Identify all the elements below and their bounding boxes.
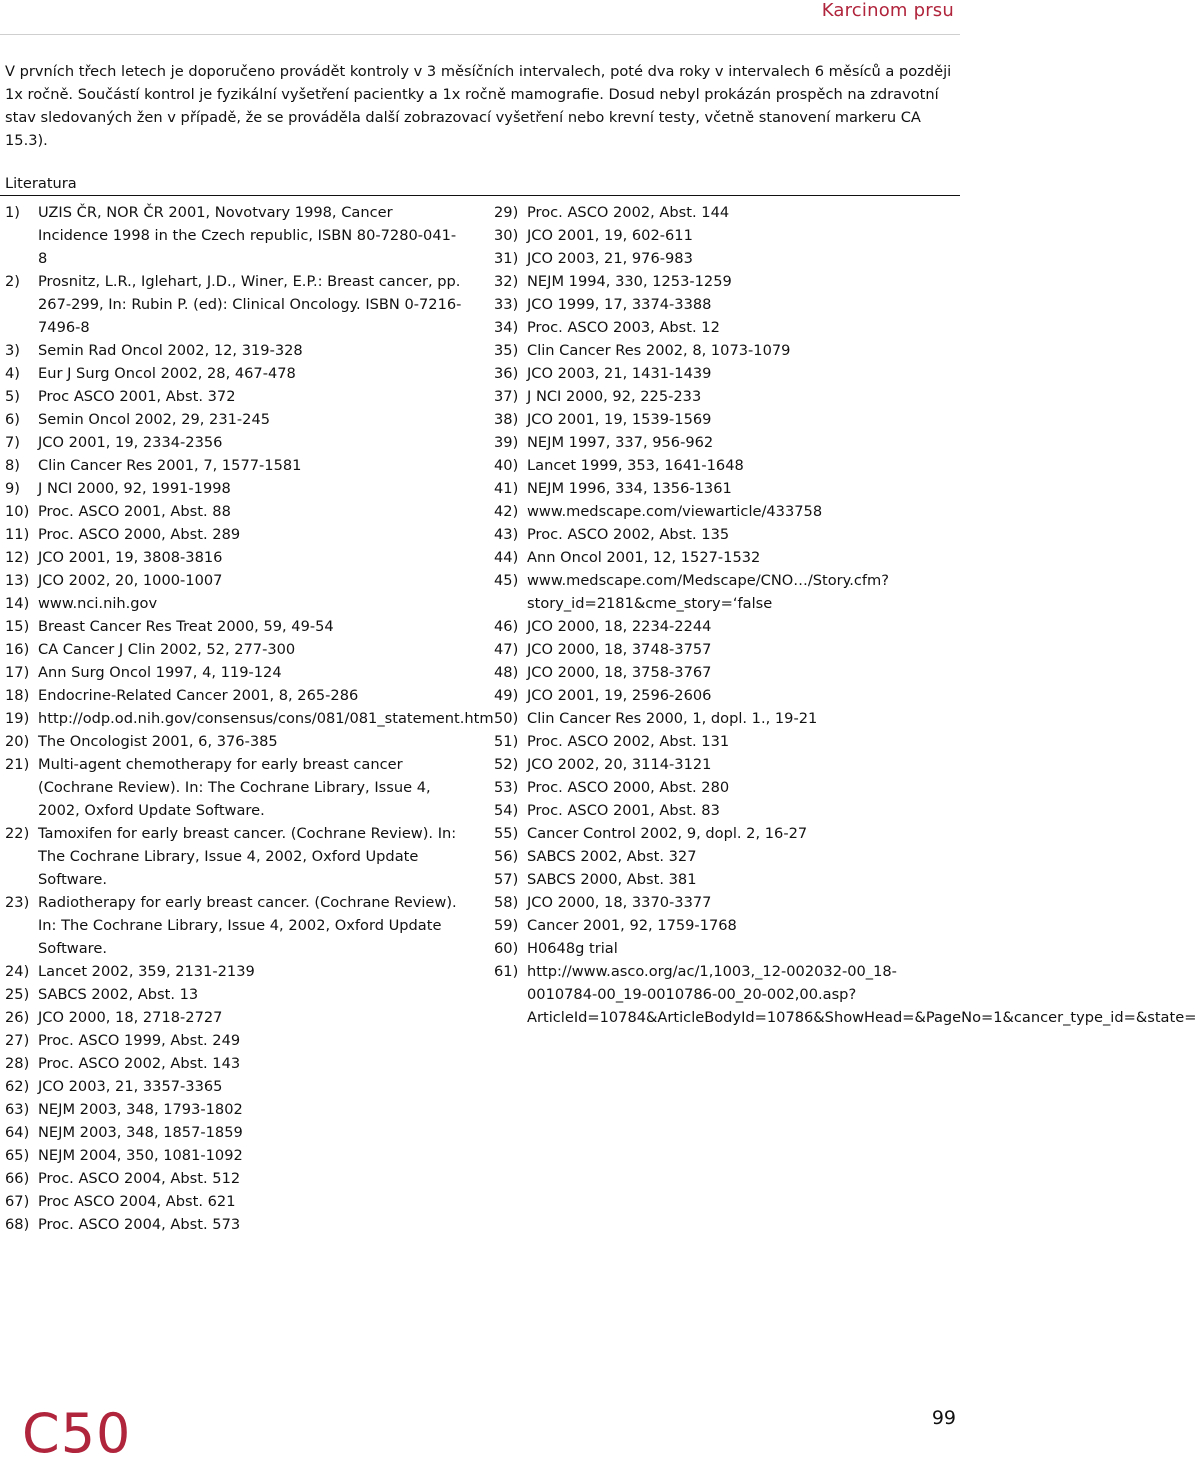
reference-number: 31): [494, 250, 519, 267]
reference-text: UZIS ČR, NOR ČR 2001, Novotvary 1998, Cancer Incidence 1998 in the Czech republic, ISBN 80-7280-041-8: [38, 204, 457, 267]
reference-number: 48): [494, 664, 519, 681]
reference-item: [5, 408, 465, 431]
reference-number: 30): [494, 227, 519, 244]
reference-text: JCO 2003, 21, 976-983: [527, 250, 693, 267]
reference-item: [5, 1075, 465, 1098]
reference-text: Tamoxifen for early breast cancer. (Cochrane Review). In: The Cochrane Library, Issue 4, 2002, Oxford Update Software.: [38, 825, 457, 888]
reference-text: Multi-agent chemotherapy for early breast cancer (Cochrane Review). In: The Cochrane Library, Issue 4, 2002, Oxford Update Software.: [38, 756, 431, 819]
reference-text: JCO 1999, 17, 3374-3388: [527, 296, 712, 313]
reference-item: [5, 707, 494, 730]
reference-number: 44): [494, 549, 519, 566]
reference-text: Ann Surg Oncol 1997, 4, 119-124: [38, 664, 282, 681]
reference-item: [494, 454, 954, 477]
reference-item: [494, 684, 954, 707]
reference-item: [5, 1052, 465, 1075]
reference-number: 43): [494, 526, 519, 543]
reference-number: 8): [5, 457, 20, 474]
reference-item: [494, 224, 954, 247]
reference-number: 21): [5, 756, 30, 773]
reference-number: 61): [494, 963, 519, 980]
reference-text: www.medscape.com/Medscape/CNO…/Story.cfm?story_id=2181&cme_story=‘false: [527, 572, 889, 612]
reference-text: JCO 2000, 18, 3370-3377: [527, 894, 712, 911]
reference-text: www.medscape.com/viewarticle/433758: [527, 503, 823, 520]
reference-item: [5, 730, 465, 753]
literature-divider: [0, 195, 960, 196]
reference-number: 5): [5, 388, 20, 405]
reference-text: Radiotherapy for early breast cancer. (Cochrane Review). In: The Cochrane Library, Issue 4, 2002, Oxford Update Software.: [38, 894, 457, 957]
reference-item: [5, 1167, 465, 1190]
reference-number: 56): [494, 848, 519, 865]
header-title: Karcinom prsu: [821, 0, 954, 21]
reference-item: [494, 408, 954, 431]
reference-item: [494, 385, 954, 408]
reference-item: [494, 776, 954, 799]
reference-number: 4): [5, 365, 20, 382]
reference-number: 63): [5, 1101, 30, 1118]
reference-item: [494, 730, 954, 753]
reference-number: 23): [5, 894, 30, 911]
reference-number: 62): [5, 1078, 30, 1095]
reference-number: 64): [5, 1124, 30, 1141]
reference-number: 39): [494, 434, 519, 451]
reference-text: Proc. ASCO 2000, Abst. 289: [38, 526, 241, 543]
reference-number: 49): [494, 687, 519, 704]
reference-text: http://odp.od.nih.gov/consensus/cons/081/081_statement.htm: [38, 710, 494, 727]
reference-number: 38): [494, 411, 519, 428]
reference-item: [5, 1006, 465, 1029]
reference-number: 13): [5, 572, 30, 589]
reference-text: Proc ASCO 2001, Abst. 372: [38, 388, 236, 405]
reference-text: Proc. ASCO 2002, Abst. 131: [527, 733, 730, 750]
reference-item: [5, 523, 465, 546]
reference-item: [5, 362, 465, 385]
reference-text: Eur J Surg Oncol 2002, 28, 467-478: [38, 365, 296, 382]
reference-number: 27): [5, 1032, 30, 1049]
reference-number: 6): [5, 411, 20, 428]
reference-text: Cancer Control 2002, 9, dopl. 2, 16-27: [527, 825, 808, 842]
reference-text: Semin Rad Oncol 2002, 12, 319-328: [38, 342, 303, 359]
reference-number: 16): [5, 641, 30, 658]
footer-diagnosis-code: C50: [22, 1402, 132, 1465]
reference-number: 67): [5, 1193, 30, 1210]
reference-item: [5, 615, 465, 638]
reference-text: Proc. ASCO 2000, Abst. 280: [527, 779, 730, 796]
reference-text: Proc. ASCO 1999, Abst. 249: [38, 1032, 241, 1049]
reference-text: The Oncologist 2001, 6, 376-385: [38, 733, 278, 750]
reference-text: Clin Cancer Res 2000, 1, dopl. 1., 19-21: [527, 710, 818, 727]
reference-number: 12): [5, 549, 30, 566]
reference-item: [494, 891, 954, 914]
reference-text: NEJM 1997, 337, 956-962: [527, 434, 714, 451]
reference-number: 9): [5, 480, 20, 497]
reference-item: [494, 960, 1196, 1029]
reference-number: 37): [494, 388, 519, 405]
reference-text: Proc. ASCO 2001, Abst. 88: [38, 503, 231, 520]
reference-text: JCO 2003, 21, 3357-3365: [38, 1078, 223, 1095]
reference-number: 42): [494, 503, 519, 520]
reference-number: 15): [5, 618, 30, 635]
references-left-column: [5, 201, 494, 1236]
reference-number: 19): [5, 710, 30, 727]
reference-number: 25): [5, 986, 30, 1003]
reference-number: 46): [494, 618, 519, 635]
reference-text: JCO 2001, 19, 602-611: [527, 227, 693, 244]
reference-number: 60): [494, 940, 519, 957]
reference-item: [494, 500, 954, 523]
reference-item: [494, 201, 954, 224]
literature-heading: Literatura: [5, 175, 77, 192]
reference-item: [5, 569, 465, 592]
reference-item: [494, 339, 954, 362]
reference-item: [494, 316, 954, 339]
reference-number: 36): [494, 365, 519, 382]
reference-number: 40): [494, 457, 519, 474]
reference-number: 34): [494, 319, 519, 336]
reference-number: 3): [5, 342, 20, 359]
reference-text: JCO 2002, 20, 3114-3121: [527, 756, 712, 773]
reference-item: [5, 546, 465, 569]
reference-text: Breast Cancer Res Treat 2000, 59, 49-54: [38, 618, 334, 635]
reference-text: Clin Cancer Res 2001, 7, 1577-1581: [38, 457, 302, 474]
reference-number: 54): [494, 802, 519, 819]
reference-text: http://www.asco.org/ac/1,1003,_12-002032-00_18-0010784-00_19-0010786-00_20-002,00.asp?ArticleId=10784&ArticleBodyId=10786&ShowHead=&PageNo=1&cancer_type_id=&state=: [527, 963, 1196, 1026]
reference-number: 32): [494, 273, 519, 290]
reference-text: JCO 2000, 18, 2718-2727: [38, 1009, 223, 1026]
reference-text: Cancer 2001, 92, 1759-1768: [527, 917, 737, 934]
reference-item: [5, 684, 465, 707]
reference-text: CA Cancer J Clin 2002, 52, 277-300: [38, 641, 296, 658]
reference-text: NEJM 1996, 334, 1356-1361: [527, 480, 732, 497]
reference-text: SABCS 2002, Abst. 327: [527, 848, 697, 865]
reference-number: 47): [494, 641, 519, 658]
reference-text: Proc. ASCO 2001, Abst. 83: [527, 802, 720, 819]
reference-number: 41): [494, 480, 519, 497]
reference-item: [494, 569, 954, 615]
reference-item: [5, 1121, 465, 1144]
reference-item: [494, 937, 954, 960]
reference-number: 14): [5, 595, 30, 612]
reference-text: Lancet 2002, 359, 2131-2139: [38, 963, 255, 980]
intro-paragraph: V prvních třech letech je doporučeno provádět kontroly v 3 měsíčních intervalech, poté dva roky v intervalech 6 měsíců a později 1x ročně. Součástí kontrol je fyzikální vyšetření pacientky a 1x ročně mamografie. Dosud nebyl prokázán prospěch na zdravotní stav sledovaných žen v případě, že se prováděla další zobrazovací vyšetření nebo krevní testy, včetně stanovení markeru CA 15.3).: [5, 63, 952, 149]
reference-text: Proc. ASCO 2004, Abst. 512: [38, 1170, 241, 1187]
reference-item: [494, 362, 954, 385]
reference-number: 58): [494, 894, 519, 911]
reference-item: [494, 270, 954, 293]
reference-number: 22): [5, 825, 30, 842]
reference-text: Semin Oncol 2002, 29, 231-245: [38, 411, 271, 428]
reference-text: JCO 2001, 19, 2334-2356: [38, 434, 223, 451]
reference-text: Proc. ASCO 2002, Abst. 144: [527, 204, 730, 221]
reference-number: 53): [494, 779, 519, 796]
reference-number: 18): [5, 687, 30, 704]
reference-item: [5, 983, 465, 1006]
reference-item: [494, 822, 954, 845]
reference-number: 51): [494, 733, 519, 750]
reference-text: Endocrine-Related Cancer 2001, 8, 265-286: [38, 687, 359, 704]
reference-number: 17): [5, 664, 30, 681]
reference-number: 28): [5, 1055, 30, 1072]
reference-text: Proc. ASCO 2002, Abst. 135: [527, 526, 730, 543]
reference-item: [494, 707, 954, 730]
reference-number: 50): [494, 710, 519, 727]
reference-text: Proc ASCO 2004, Abst. 621: [38, 1193, 236, 1210]
reference-item: [5, 500, 465, 523]
reference-item: [494, 753, 954, 776]
reference-text: Lancet 1999, 353, 1641-1648: [527, 457, 744, 474]
reference-number: 7): [5, 434, 20, 451]
reference-item: [494, 615, 954, 638]
reference-number: 29): [494, 204, 519, 221]
reference-item: [5, 477, 465, 500]
reference-item: [5, 753, 465, 822]
reference-item: [494, 247, 954, 270]
reference-item: [494, 293, 954, 316]
reference-text: Prosnitz, L.R., Iglehart, J.D., Winer, E.P.: Breast cancer, pp. 267-299, In: Rubin P. (ed): Clinical Oncology. ISBN 0-7216-7496-8: [38, 273, 462, 336]
reference-item: [494, 431, 954, 454]
reference-number: 59): [494, 917, 519, 934]
reference-number: 33): [494, 296, 519, 313]
reference-text: JCO 2001, 19, 1539-1569: [527, 411, 712, 428]
reference-item: [5, 592, 465, 615]
reference-text: Ann Oncol 2001, 12, 1527-1532: [527, 549, 761, 566]
reference-item: [5, 270, 465, 339]
reference-item: [5, 201, 465, 270]
reference-item: [494, 661, 954, 684]
reference-item: [5, 1029, 465, 1052]
reference-text: JCO 2000, 18, 2234-2244: [527, 618, 712, 635]
reference-text: JCO 2001, 19, 2596-2606: [527, 687, 712, 704]
reference-item: [5, 385, 465, 408]
reference-number: 26): [5, 1009, 30, 1026]
reference-item: [5, 431, 465, 454]
reference-item: [5, 1213, 465, 1236]
reference-text: NEJM 2004, 350, 1081-1092: [38, 1147, 243, 1164]
reference-item: [494, 845, 954, 868]
reference-number: 20): [5, 733, 30, 750]
reference-number: 35): [494, 342, 519, 359]
reference-item: [5, 1144, 465, 1167]
reference-item: [5, 1098, 465, 1121]
reference-text: Clin Cancer Res 2002, 8, 1073-1079: [527, 342, 791, 359]
reference-number: 10): [5, 503, 30, 520]
reference-text: SABCS 2000, Abst. 381: [527, 871, 697, 888]
reference-text: J NCI 2000, 92, 1991-1998: [38, 480, 231, 497]
reference-item: [5, 638, 465, 661]
reference-number: 1): [5, 204, 20, 221]
reference-number: 2): [5, 273, 20, 290]
reference-text: NEJM 2003, 348, 1857-1859: [38, 1124, 243, 1141]
reference-text: Proc. ASCO 2003, Abst. 12: [527, 319, 720, 336]
reference-item: [494, 868, 954, 891]
reference-item: [494, 799, 954, 822]
reference-item: [5, 960, 465, 983]
reference-text: H0648g trial: [527, 940, 618, 957]
reference-item: [494, 914, 954, 937]
reference-item: [494, 638, 954, 661]
reference-text: J NCI 2000, 92, 225-233: [527, 388, 702, 405]
reference-text: JCO 2000, 18, 3758-3767: [527, 664, 712, 681]
reference-text: JCO 2003, 21, 1431-1439: [527, 365, 712, 382]
reference-item: [494, 477, 954, 500]
reference-number: 68): [5, 1216, 30, 1233]
reference-number: 57): [494, 871, 519, 888]
reference-item: [5, 822, 465, 891]
reference-text: JCO 2000, 18, 3748-3757: [527, 641, 712, 658]
reference-number: 65): [5, 1147, 30, 1164]
reference-text: JCO 2002, 20, 1000-1007: [38, 572, 223, 589]
page-number: 99: [931, 1407, 956, 1429]
reference-text: Proc. ASCO 2004, Abst. 573: [38, 1216, 241, 1233]
header-divider: [0, 34, 960, 35]
reference-number: 45): [494, 572, 519, 589]
reference-text: Proc. ASCO 2002, Abst. 143: [38, 1055, 241, 1072]
reference-number: 24): [5, 963, 30, 980]
reference-text: JCO 2001, 19, 3808-3816: [38, 549, 223, 566]
reference-number: 52): [494, 756, 519, 773]
references-right-column: [494, 201, 1196, 1029]
reference-number: 55): [494, 825, 519, 842]
reference-item: [5, 661, 465, 684]
reference-number: 66): [5, 1170, 30, 1187]
reference-text: SABCS 2002, Abst. 13: [38, 986, 199, 1003]
reference-number: 11): [5, 526, 30, 543]
reference-item: [5, 891, 465, 960]
reference-text: NEJM 2003, 348, 1793-1802: [38, 1101, 243, 1118]
reference-text: NEJM 1994, 330, 1253-1259: [527, 273, 732, 290]
reference-item: [494, 523, 954, 546]
reference-item: [494, 546, 954, 569]
reference-item: [5, 1190, 465, 1213]
reference-item: [5, 454, 465, 477]
reference-text: www.nci.nih.gov: [38, 595, 158, 612]
reference-item: [5, 339, 465, 362]
